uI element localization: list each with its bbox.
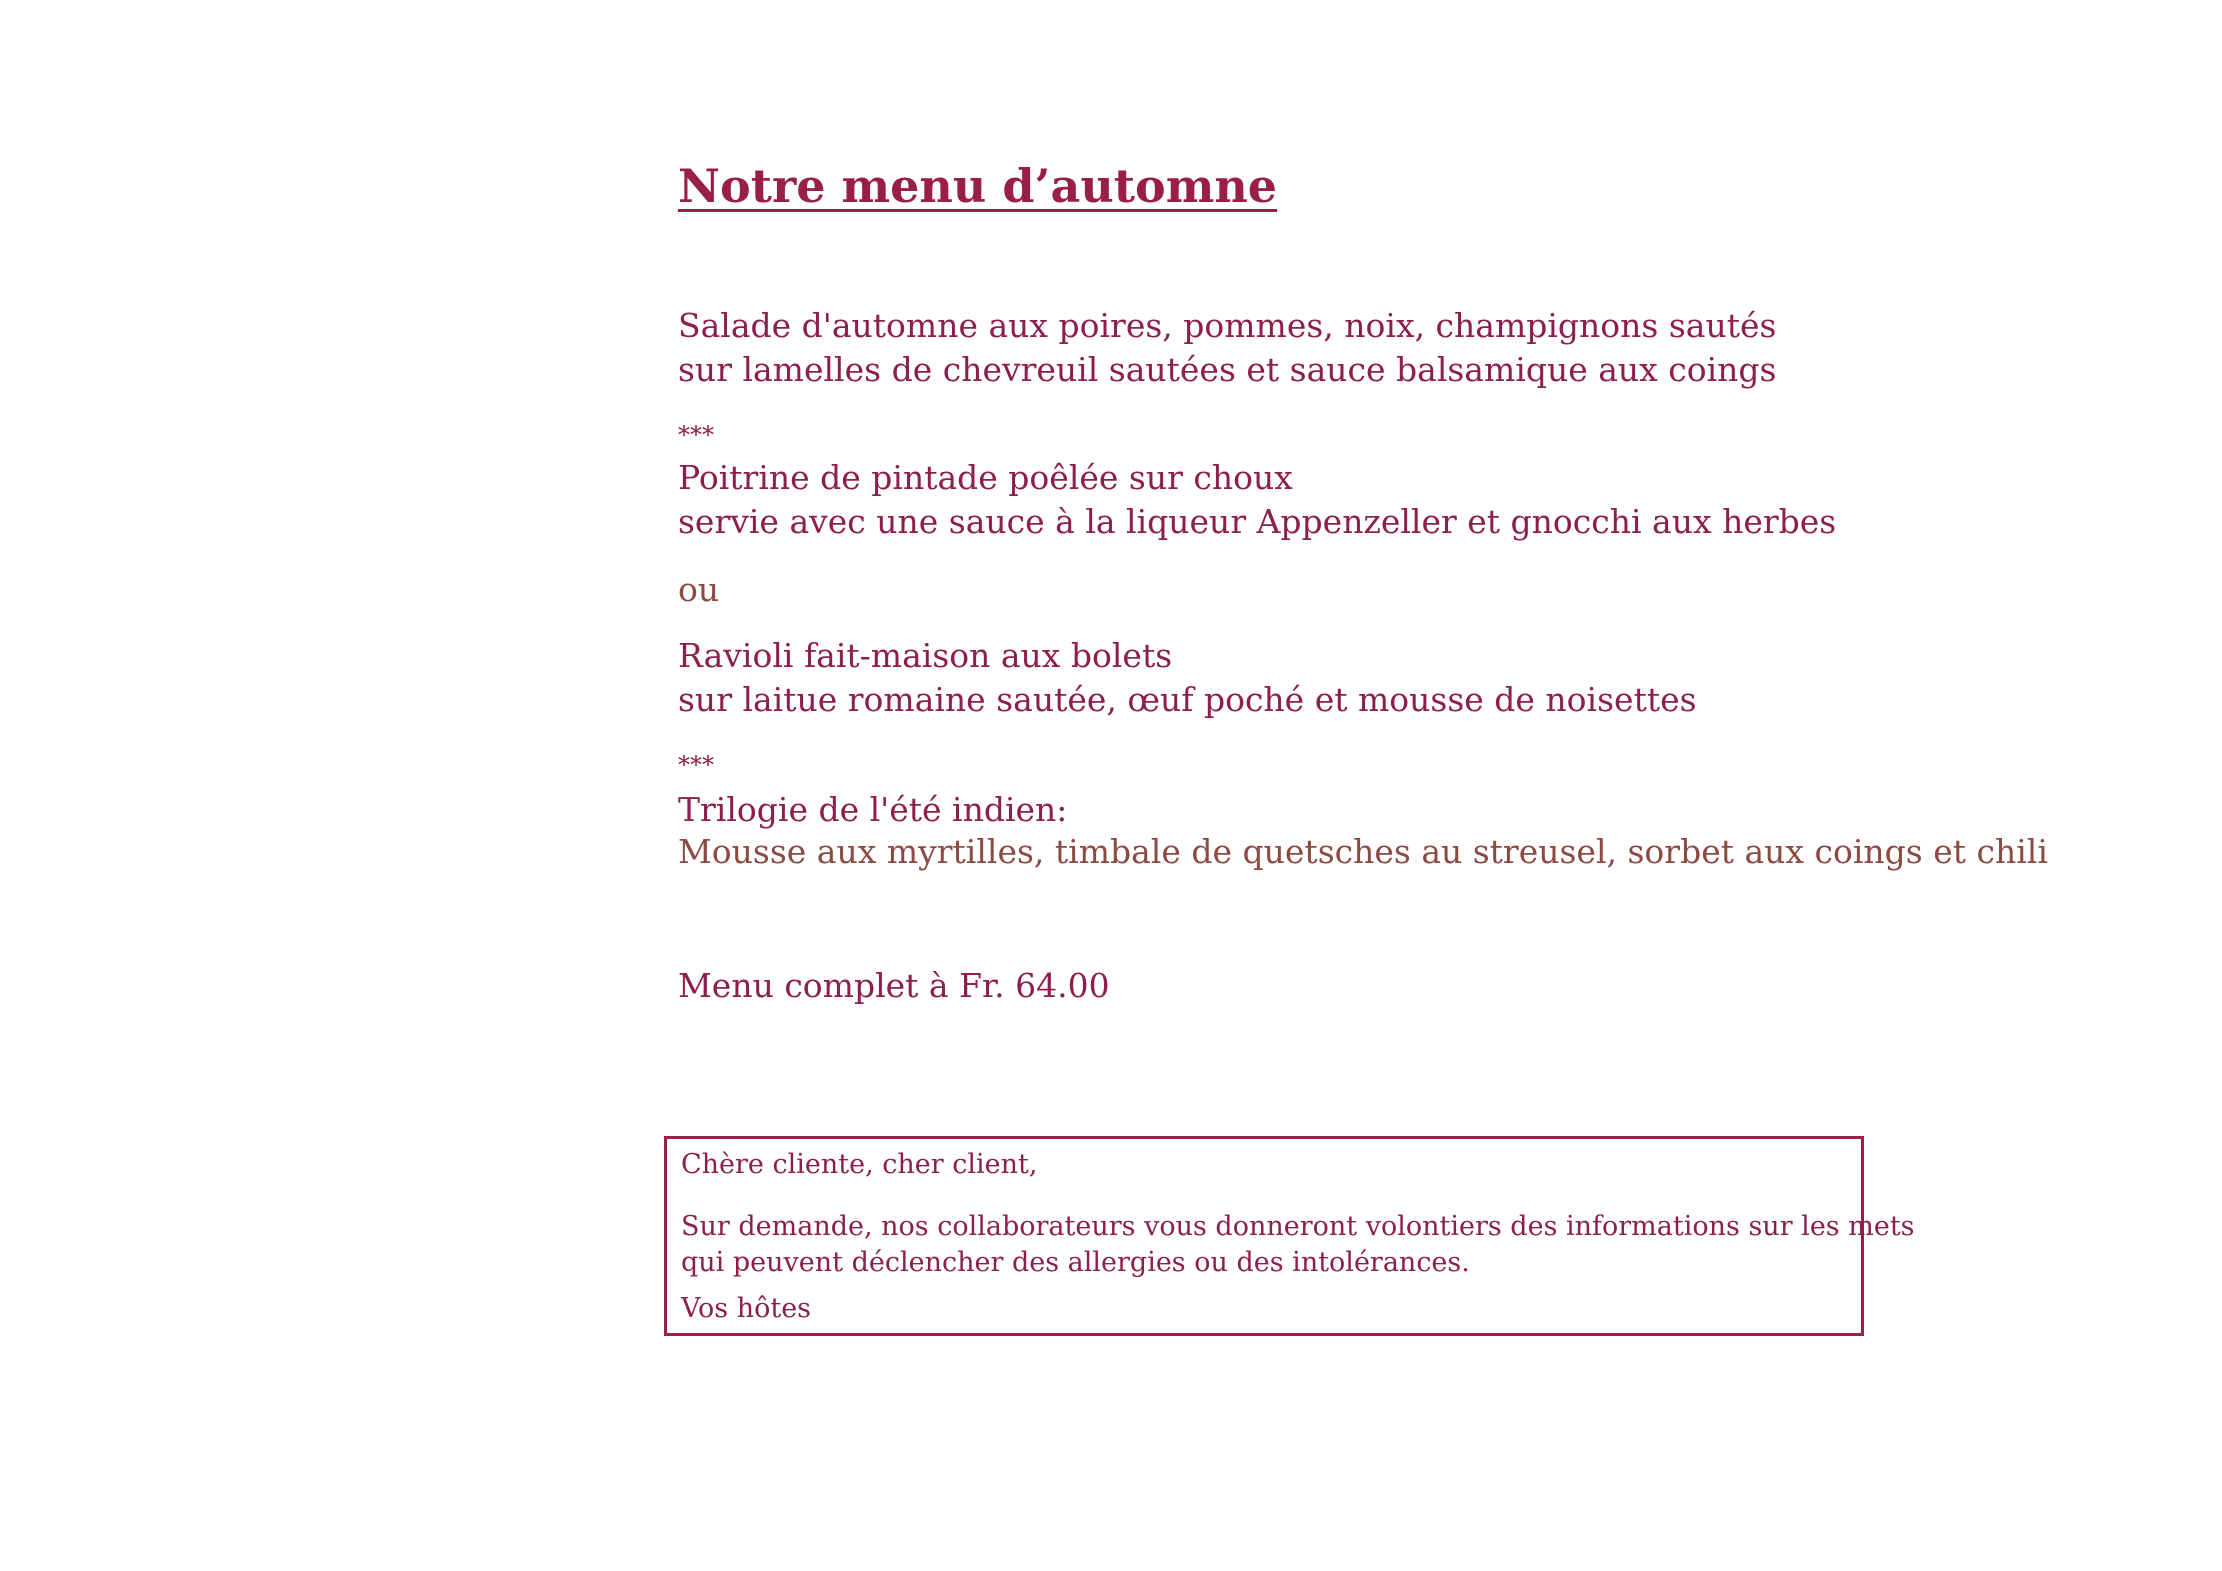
course-separator: ***	[678, 421, 714, 449]
starter-line-1: Salade d'automne aux poires, pommes, noix, champignons sautés	[678, 306, 1777, 345]
notice-text-line-2: qui peuvent déclencher des allergies ou des intolérances.	[681, 1247, 1470, 1278]
allergy-notice-box	[664, 1136, 1915, 1336]
dessert-line-1: Trilogie de l'été indien:	[678, 790, 1068, 829]
notice-greeting: Chère cliente, cher client,	[681, 1149, 1038, 1180]
starter-line-2: sur lamelles de chevreuil sautées et sauce balsamique aux coings	[678, 350, 1777, 389]
main-course-2-line-2: sur laitue romaine sautée, œuf poché et mousse de noisettes	[678, 680, 1697, 719]
page-title: Notre menu d’automne	[678, 159, 1278, 213]
main-course-1-line-2: servie avec une sauce à la liqueur Appenzeller et gnocchi aux herbes	[678, 502, 1837, 541]
notice-text-line-1: Sur demande, nos collaborateurs vous donneront volontiers des informations sur les mets	[681, 1211, 1915, 1242]
main-course-2-line-1: Ravioli fait-maison aux bolets	[678, 636, 1173, 675]
or-separator: ou	[678, 570, 720, 609]
dessert-line-2: Mousse aux myrtilles, timbale de quetsches au streusel, sorbet aux coings et chili	[678, 832, 2048, 871]
course-separator: ***	[678, 751, 714, 779]
main-course-1-line-1: Poitrine de pintade poêlée sur choux	[678, 458, 1293, 497]
menu-price: Menu complet à Fr. 64.00	[678, 966, 1110, 1005]
notice-signature: Vos hôtes	[681, 1293, 812, 1324]
